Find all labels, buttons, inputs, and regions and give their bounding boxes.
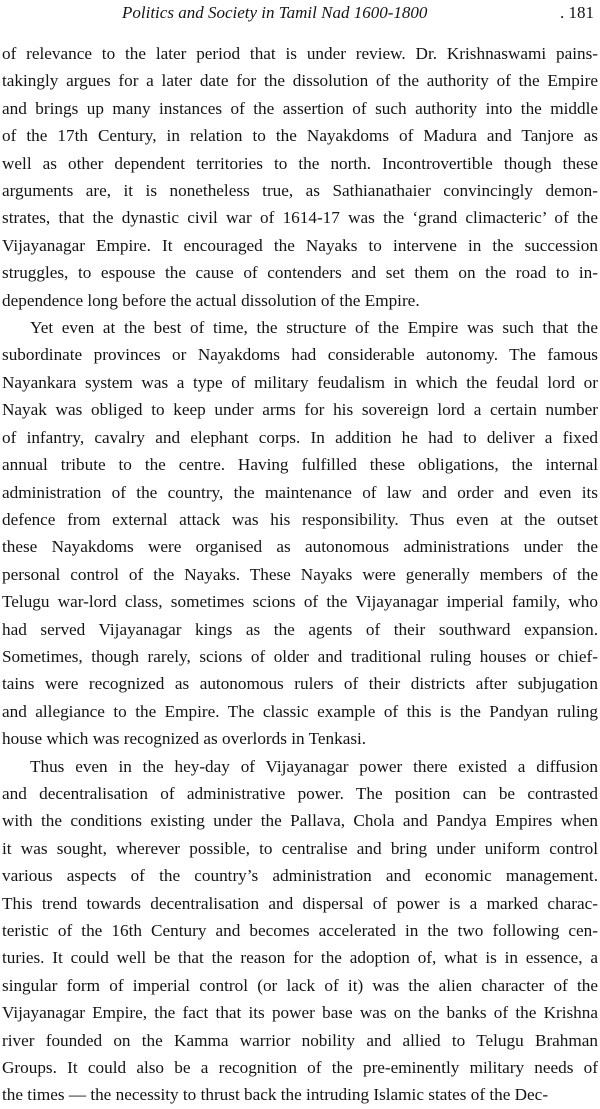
body-text [2,40,598,1109]
text-line: Vijayanagar Empire, the fact that its power base was on the banks of the Krishna [2,1003,598,1023]
text-line: singular form of imperial control (or lack of it) was the alien character of the [2,975,598,995]
text-line: This trend towards decentralisation and dispersal of power is a marked charac- [2,893,598,913]
text-line: struggles, to espouse the cause of contenders and set them on the road to in- [2,263,598,283]
text-line: with the conditions existing under the Pallava, Chola and Pandya Empires when [2,811,598,831]
text-line: these Nayakdoms were organised as autonomous administrations under the [2,537,598,557]
running-head-title: Politics and Society in Tamil Nad 1600-1800 [122,3,428,22]
text-line: various aspects of the country’s administration and economic management. [2,866,598,886]
text-line: and brings up many instances of the assertion of such authority into the middle [2,98,598,118]
page-number: . 181 [560,3,594,22]
text-line: river founded on the Kamma warrior nobility and allied to Telugu Brahman [2,1030,598,1050]
text-line: Yet even at the best of time, the structure of the Empire was such that the [30,318,598,338]
text-line: tains were recognized as autonomous rulers of their districts after subjugation [2,674,598,694]
paragraph [2,40,598,314]
text-line: Thus even in the hey-day of Vijayanagar power there existed a diffusion [30,756,598,776]
text-line: the times — the necessity to thrust back the intruding Islamic states of the Dec- [2,1085,549,1105]
text-line: Telugu war-lord class, sometimes scions of the Vijayanagar imperial family, who [2,592,598,612]
text-line: of relevance to the later period that is under review. Dr. Krishnaswami pains- [2,44,598,63]
text-line: had served Vijayanagar kings as the agents of their southward expansion. [2,619,598,639]
text-line: of infantry, cavalry and elephant corps. In addition he had to deliver a fixed [2,427,598,447]
text-line: Nayankara system was a type of military feudalism in which the feudal lord or [2,372,598,392]
text-line: Groups. It could also be a recognition of the pre-eminently military needs of [2,1058,598,1078]
text-line: it was sought, wherever possible, to centralise and bring under uniform control [2,838,598,858]
text-line: personal control of the Nayaks. These Nayaks were generally members of the [2,564,598,584]
text-line: defence from external attack was his responsibility. Thus even at the outset [2,509,598,529]
text-line: annual tribute to the centre. Having fulfilled these obligations, the internal [2,455,598,475]
text-line: Nayak was obliged to keep under arms for his sovereign lord a certain number [2,400,598,420]
text-line: turies. It could well be that the reason for the adoption of, what is in essence, a [2,948,598,968]
text-line: administration of the country, the maintenance of law and order and even its [2,482,598,502]
text-line: dependence long before the actual dissolution of the Empire. [2,290,420,310]
text-line: Vijayanagar Empire. It encouraged the Nayaks to intervene in the succession [2,235,598,255]
text-line: subordinate provinces or Nayakdoms had considerable autonomy. The famous [2,345,598,365]
text-line: house which was recognized as overlords in Tenkasi. [2,729,367,749]
text-line: and decentralisation of administrative power. The position can be contrasted [2,783,598,803]
paragraph [2,753,598,1109]
running-head [2,0,598,26]
text-line: strates, that the dynastic civil war of 1614-17 was the ‘grand climacteric’ of the [2,208,598,228]
text-line: teristic of the 16th Century and becomes accelerated in the two following cen- [2,921,598,940]
paragraph [2,314,598,753]
text-line: arguments are, it is nonetheless true, as Sathianathaier convincingly demon- [2,181,598,201]
text-line: well as other dependent territories to the north. Incontrovertible though these [2,153,598,173]
text-line: Sometimes, though rarely, scions of older and traditional ruling houses or chief- [2,646,598,666]
text-line: of the 17th Century, in relation to the Nayakdoms of Madura and Tanjore as [2,126,598,146]
text-line: and allegiance to the Empire. The classic example of this is the Pandyan ruling [2,701,598,721]
text-line: takingly argues for a later date for the dissolution of the authority of the Empire [2,71,598,91]
